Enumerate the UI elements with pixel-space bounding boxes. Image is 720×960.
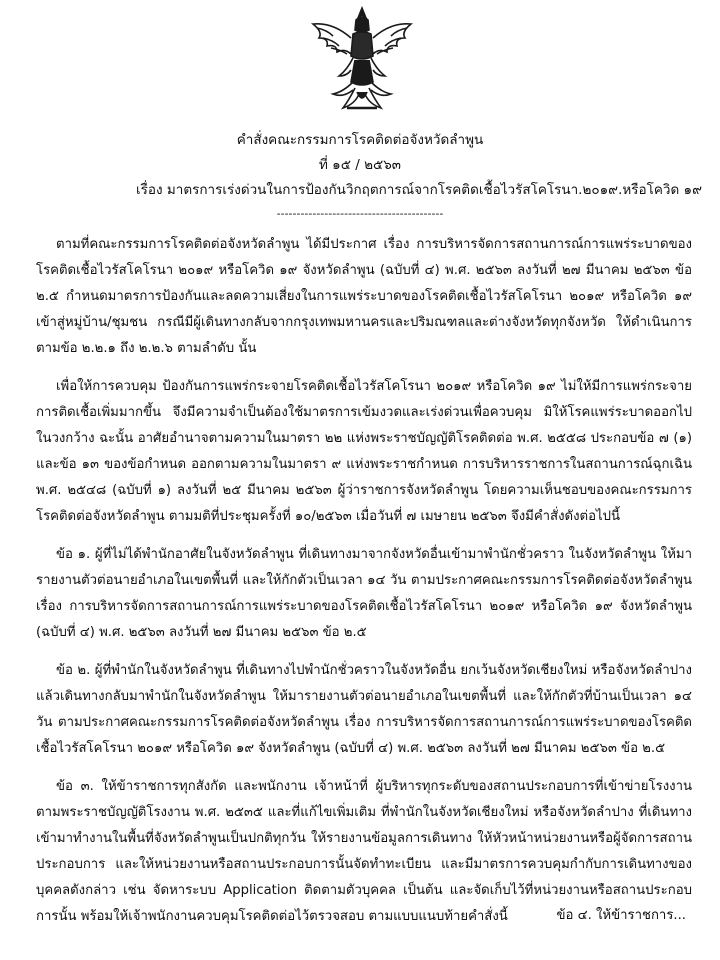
order-subject: เรื่อง มาตรการเร่งด่วนในการป้องกันวิกฤตการณ์จากโรคติดเชื้อไวรัสโคโรนา.๒๐๑๙.หรือโควิด ๑๙ xyxy=(136,182,702,198)
paragraph-clause-3: ข้อ ๓. ให้ข้าราชการทุกสังกัด และพนักงาน เจ้าหน้าที่ ผู้บริหารทุกระดับของสถานประกอบการที่เข้าข่ายโรงงานตามพระราชบัญญัติโรงงาน พ.ศ. ๒๕๓๕ และที่แก้ไขเพิ่มเติม ที่พำนักในจังหวัดเชียงใหม่ หรือจังหวัดลำปาง ที่เดินทางเข้ามาทำงานในพื้นที่จังหวัดลำพูนเป็นปกติทุกวัน ให้รายงานข้อมูลการเดินทาง ให้หัวหน้าหน่วยงานหรือผู้จัดการสถานประกอบการ และให้หน่วยงานหรือสถานประกอบการนั้นจัดทำทะเบียน และมีมาตรการควบคุมกำกับการเดินทางของบุคคลดังกล่าว เช่น จัดหาระบบ Application ติดตามตัวบุคคล เป็นต้น และจัดเก็บไว้ที่หน่วยงานหรือสถานประกอบการนั้น พร้อมให้เจ้าพนักงานควบคุมโรคติดต่อไว้ตรวจสอบ ตามแบบแนบท้ายคำสั่งนี้ xyxy=(36,779,692,924)
paragraph-clause-1: ข้อ ๑. ผู้ที่ไม่ได้พำนักอาศัยในจังหวัดลำพูน ที่เดินทางมาจากจังหวัดอื่นเข้ามาพำนักชั่วคราว ในจังหวัดลำพูน ให้มารายงานตัวต่อนายอำเภอในเขตพื้นที่ และให้กักตัวเป็นเวลา ๑๔ วัน ตามประกาศคณะกรรมการโรคติดต่อจังหวัดลำพูน เรื่อง การบริหารจัดการสถานการณ์การแพร่ระบาดของโรคติดเชื้อไวรัสโคโรนา ๒๐๑๙ หรือโควิด ๑๙ จังหวัดลำพูน (ฉบับที่ ๔) พ.ศ. ๒๕๖๓ ลงวันที่ ๒๗ มีนาคม ๒๕๖๓ ข้อ ๒.๕ xyxy=(36,547,692,640)
order-title: คำสั่งคณะกรรมการโรคติดต่อจังหวัดลำพูน xyxy=(236,132,484,148)
paragraph-authority: เพื่อให้การควบคุม ป้องกันการแพร่กระจายโรคติดเชื้อไวรัสโคโรนา ๒๐๑๙ หรือโควิด ๑๙ ไม่ให้มีการแพร่กระจายการติดเชื้อเพิ่มมากขึ้น จึงมีความจำเป็นต้องใช้มาตรการเข้มงวดและเร่งด่วนเพื่อควบคุม มิให้โรคแพร่ระบาดออกไปในวงกว้าง ฉะนั้น อาศัยอำนาจตามความในมาตรา ๒๒ แห่งพระราชบัญญัติโรคติดต่อ พ.ศ. ๒๕๕๘ ประกอบข้อ ๗ (๑) และข้อ ๑๓ ของข้อกำหนด ออกตามความในมาตรา ๙ แห่งพระราชกำหนด การบริหารราชการในสถานการณ์ฉุกเฉิน พ.ศ. ๒๕๔๘ (ฉบับที่ ๑) ลงวันที่ ๒๕ มีนาคม ๒๕๖๓ ผู้ว่าราชการจังหวัดลำพูน โดยความเห็นชอบของคณะกรรมการโรคติดต่อจังหวัดลำพูน ตามมติที่ประชุมครั้งที่ ๑๐/๒๕๖๓ เมื่อวันที่ ๗ เมษายน ๒๕๖๓ จึงมีคำสั่งดังต่อไปนี้ xyxy=(36,379,692,524)
paragraph-preamble: ตามที่คณะกรรมการโรคติดต่อจังหวัดลำพูน ได้มีประกาศ เรื่อง การบริหารจัดการสถานการณ์การแพร่ระบาดของโรคติดเชื้อไวรัสโคโรนา ๒๐๑๙ หรือโควิด ๑๙ จังหวัดลำพูน (ฉบับที่ ๔) พ.ศ. ๒๕๖๓ ลงวันที่ ๒๗ มีนาคม ๒๕๖๓ ข้อ ๒.๕ กำหนดมาตรการป้องกันและลดความเสี่ยงในการแพร่ระบาดของโรคติดเชื้อไวรัสโคโรนา ๒๐๑๙ หรือโควิด ๑๙ เข้าสู่หมู่บ้าน/ชุมชน กรณีมีผู้เดินทางกลับจากกรุงเทพมหานครและปริมณฑลและต่างจังหวัดทุกจังหวัด ให้ดำเนินการตามข้อ ๒.๒.๑ ถึง ๒.๒.๖ ตามลำดับ นั้น xyxy=(36,237,692,356)
continuation-text: ข้อ ๔. ให้ข้าราชการ... xyxy=(556,908,686,923)
divider-line: ------------------------------------------ xyxy=(276,207,444,220)
order-number: ที่ ๑๕ / ๒๕๖๓ xyxy=(318,157,402,173)
order-body xyxy=(36,232,692,930)
paragraph-clause-2: ข้อ ๒. ผู้ที่พำนักในจังหวัดลำพูน ที่เดินทางไปพำนักชั่วคราวในจังหวัดอื่น ยกเว้นจังหวัดเชียงใหม่ หรือจังหวัดลำปาง แล้วเดินทางกลับมาพำนักในจังหวัดลำพูน ให้มารายงานตัวต่อนายอำเภอในเขตพื้นที่ และให้กักตัวที่บ้านเป็นเวลา ๑๔ วัน ตามประกาศคณะกรรมการโรคติดต่อจังหวัดลำพูน เรื่อง การบริหารจัดการสถานการณ์การแพร่ระบาดของโรคติดเชื้อไวรัสโคโรนา ๒๐๑๙ หรือโควิด ๑๙ จังหวัดลำพูน (ฉบับที่ ๔) พ.ศ. ๒๕๖๓ ลงวันที่ ๒๗ มีนาคม ๒๕๖๓ ข้อ ๒.๕ xyxy=(36,663,692,756)
garuda-emblem-icon xyxy=(303,4,421,114)
